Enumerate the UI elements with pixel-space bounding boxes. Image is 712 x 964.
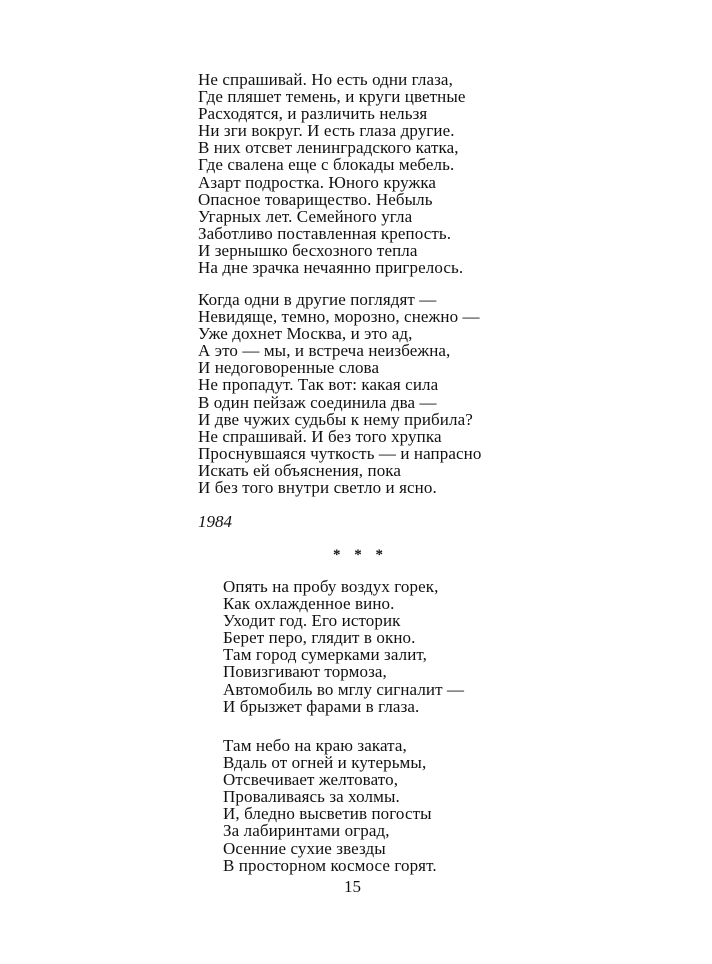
poem-line: Берет перо, глядит в окно.	[223, 628, 416, 648]
poem-line: В просторном космосе горят.	[223, 855, 437, 875]
poem-line: И зернышко бесхозного тепла	[198, 240, 418, 260]
poem-line: Не спрашивай. И без того хрупка	[198, 426, 442, 446]
poem-line: Расходятся, и различить нельзя	[198, 104, 428, 124]
poem-line: Проваливаясь за холмы.	[223, 787, 400, 807]
poem-line: Опасное товарищество. Небыль	[198, 189, 433, 209]
page-number: 15	[344, 877, 361, 896]
poem-line: Опять на пробу воздух горек,	[223, 577, 439, 596]
poem-line: Там город сумерками залит,	[223, 645, 428, 665]
poem-line: И брызжет фарами в глаза.	[223, 696, 420, 716]
poem-line: И две чужих судьбы к нему прибила?	[198, 409, 473, 429]
poem-line: В них отсвет ленинградского катка,	[198, 138, 459, 158]
poem-line: На дне зрачка нечаянно пригрелось.	[198, 258, 464, 278]
poem-line: За лабиринтами оград,	[223, 821, 390, 841]
poem-line: Проснувшаяся чуткость — и напрасно	[198, 443, 482, 463]
poem-line: А это — мы, и встреча неизбежна,	[198, 341, 451, 361]
poem2-stanza1	[223, 578, 464, 715]
poem-line: Заботливо поставленная крепость.	[198, 223, 452, 243]
poem2-stanza2	[223, 737, 437, 874]
poem-line: Там небо на краю заката,	[223, 736, 407, 755]
poem-line: Искать ей объяснения, пока	[198, 460, 402, 480]
poem-line: Автомобиль во мглу сигналит —	[223, 679, 465, 699]
poem-line: И, бледно высветив погосты	[223, 804, 432, 824]
poem-line: Отсвечивает желтовато,	[223, 770, 399, 790]
poem-line: Вдаль от огней и кутерьмы,	[223, 753, 427, 773]
poem-date: 1984	[198, 512, 232, 531]
poem-line: Когда одни в другие поглядят —	[198, 290, 437, 309]
poem-line: Как охлажденное вино.	[223, 594, 395, 614]
poem-line: Где свалена еще с блокады мебель.	[198, 155, 455, 175]
section-separator: * * *	[333, 547, 388, 563]
poem-line: Уходит год. Его историк	[223, 611, 401, 631]
poem-line: Не пропадут. Так вот: какая сила	[198, 375, 439, 395]
poem-line: Невидяще, темно, морозно, снежно —	[198, 307, 480, 327]
poem-line: Не спрашивай. Но есть одни глаза,	[198, 70, 453, 89]
poem1-stanza2	[198, 291, 481, 496]
poem-line: В один пейзаж соединила два —	[198, 392, 437, 412]
poem-line: Осенние сухие звезды	[223, 838, 386, 858]
poem-line: Повизгивают тормоза,	[223, 662, 387, 682]
poem-line: И без того внутри светло и ясно.	[198, 478, 437, 498]
poem-line: Азарт подростка. Юного кружка	[198, 172, 437, 192]
poem-line: Угарных лет. Семейного угла	[198, 206, 413, 226]
poem-line: Уже дохнет Москва, и это ад,	[198, 324, 413, 344]
poem-line: Ни зги вокруг. И есть глаза другие.	[198, 121, 455, 141]
poem1-stanza1	[198, 71, 466, 276]
poem-line: И недоговоренные слова	[198, 358, 380, 378]
poem-line: Где пляшет темень, и круги цветные	[198, 87, 466, 107]
